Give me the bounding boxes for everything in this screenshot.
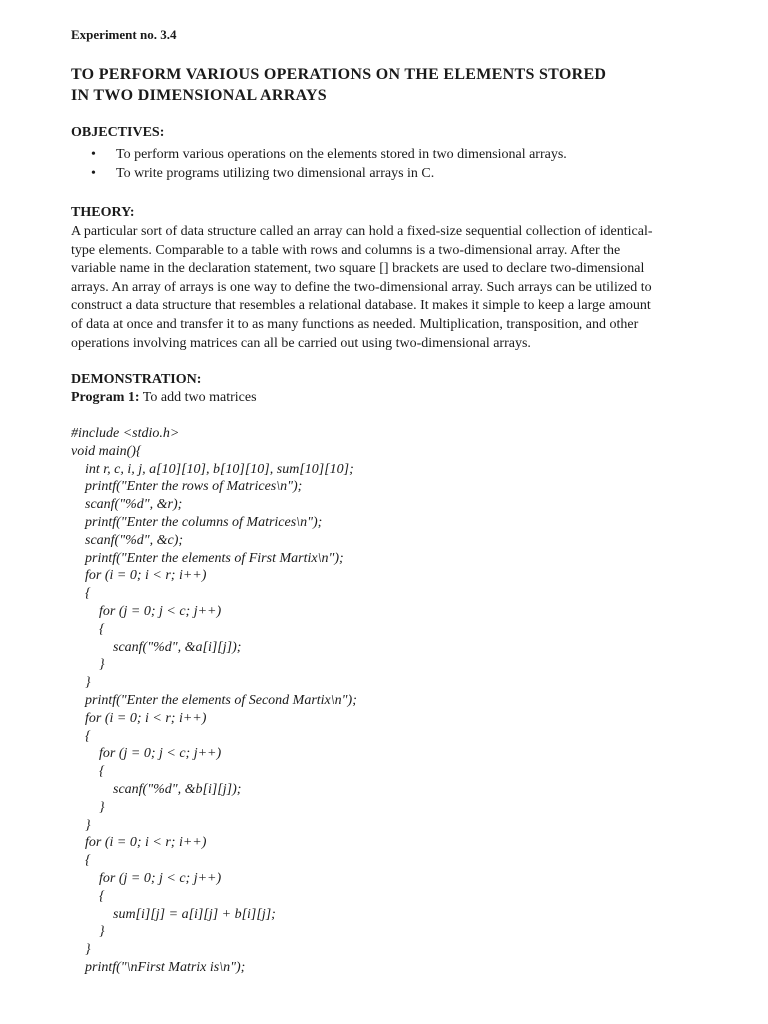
code-line: { bbox=[71, 586, 91, 602]
code-line: scanf("%d", &c); bbox=[71, 532, 184, 548]
list-item bbox=[91, 145, 567, 164]
theory-line: construct a data structure that resembles a relational database. It makes it simple to keep a large amount bbox=[71, 298, 651, 314]
list-item bbox=[91, 164, 567, 183]
experiment-number: Experiment no. 3.4 bbox=[71, 27, 177, 42]
code-line: int r, c, i, j, a[10][10], b[10][10], sum[10][10]; bbox=[71, 461, 354, 477]
code-line: for (j = 0; j < c; j++) bbox=[71, 603, 222, 619]
code-line: for (i = 0; i < r; i++) bbox=[71, 568, 207, 584]
code-line: printf("\nFirst Matrix is\n"); bbox=[71, 959, 246, 975]
code-line: { bbox=[71, 853, 91, 869]
code-line: { bbox=[71, 764, 105, 780]
code-block bbox=[71, 425, 357, 977]
theory-paragraph bbox=[71, 223, 701, 353]
code-line: for (j = 0; j < c; j++) bbox=[71, 870, 222, 886]
code-line: #include <stdio.h> bbox=[71, 426, 180, 441]
code-line: scanf("%d", &r); bbox=[71, 497, 183, 513]
code-line: printf("Enter the columns of Matrices\n"); bbox=[71, 514, 323, 530]
bullet-icon: • bbox=[91, 147, 96, 162]
code-line: printf("Enter the rows of Matrices\n"); bbox=[71, 479, 303, 495]
code-line: printf("Enter the elements of Second Martix\n"); bbox=[71, 692, 357, 708]
demonstration-heading: DEMONSTRATION: bbox=[71, 372, 202, 387]
program-description: To add two matrices bbox=[139, 390, 257, 405]
program-label: Program 1: bbox=[71, 390, 140, 405]
code-line: sum[i][j] = a[i][j] + b[i][j]; bbox=[71, 906, 276, 922]
code-line: } bbox=[71, 924, 105, 940]
code-line: } bbox=[71, 942, 91, 958]
objective-text: To write programs utilizing two dimensional arrays in C. bbox=[116, 166, 435, 181]
code-line: for (i = 0; i < r; i++) bbox=[71, 835, 207, 851]
code-line: void main(){ bbox=[71, 443, 142, 459]
code-line: { bbox=[71, 728, 91, 744]
theory-line: arrays. An array of arrays is one way to define the two-dimensional array. Such arrays can be utilized to bbox=[71, 279, 652, 295]
theory-line: of data at once and transfer it to as many functions as needed. Multiplication, transposition, and other bbox=[71, 316, 639, 332]
code-line: } bbox=[71, 799, 105, 815]
bullet-icon: • bbox=[91, 166, 96, 181]
code-line: printf("Enter the elements of First Martix\n"); bbox=[71, 550, 344, 566]
objectives-list bbox=[91, 145, 567, 183]
theory-heading: THEORY: bbox=[71, 205, 135, 220]
title-line: IN TWO DIMENSIONAL ARRAYS bbox=[71, 87, 328, 104]
program-title bbox=[71, 390, 257, 406]
code-line: scanf("%d", &a[i][j]); bbox=[71, 639, 242, 655]
code-line: for (i = 0; i < r; i++) bbox=[71, 710, 207, 726]
page-title bbox=[71, 64, 701, 106]
code-line: for (j = 0; j < c; j++) bbox=[71, 746, 222, 762]
title-line: TO PERFORM VARIOUS OPERATIONS ON THE ELEMENTS STORED bbox=[71, 66, 607, 83]
objective-text: To perform various operations on the elements stored in two dimensional arrays. bbox=[116, 147, 567, 162]
theory-line: A particular sort of data structure called an array can hold a fixed-size sequential collection of identical- bbox=[71, 224, 653, 239]
code-line: } bbox=[71, 657, 105, 673]
code-line: { bbox=[71, 621, 105, 637]
theory-line: operations involving matrices can all be carried out using two-dimensional arrays. bbox=[71, 335, 531, 351]
code-line: } bbox=[71, 675, 91, 691]
theory-line: variable name in the declaration statement, two square [] brackets are used to declare two-dimensional bbox=[71, 261, 645, 277]
objectives-heading: OBJECTIVES: bbox=[71, 125, 165, 140]
theory-line: type elements. Comparable to a table with rows and columns is a two-dimensional array. After the bbox=[71, 242, 621, 258]
code-line: } bbox=[71, 817, 91, 833]
code-line: { bbox=[71, 888, 105, 904]
code-line: scanf("%d", &b[i][j]); bbox=[71, 781, 242, 797]
